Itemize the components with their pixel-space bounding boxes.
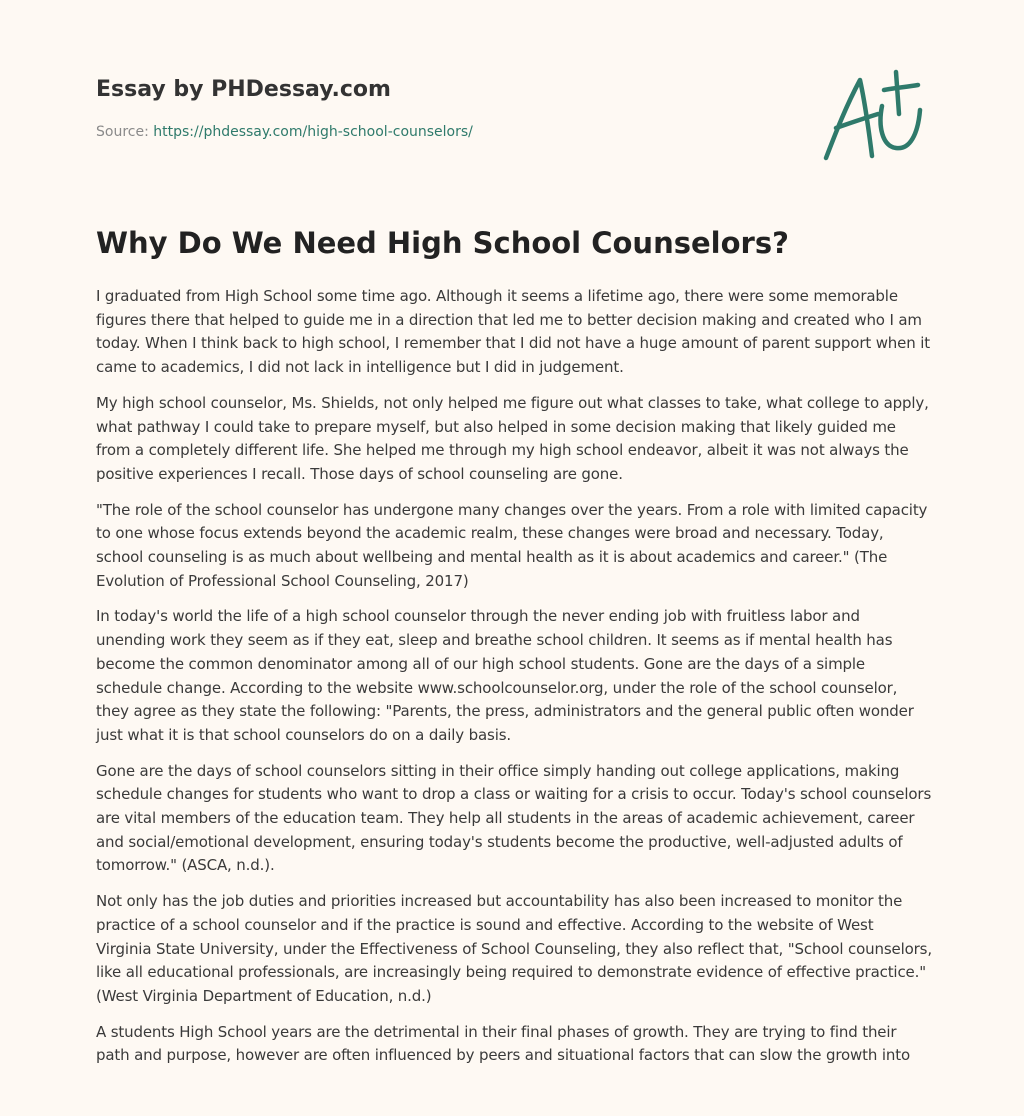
source-link[interactable]: https://phdessay.com/high-school-counselors/ — [153, 124, 473, 140]
brand-title: Essay by PHDessay.com — [96, 77, 391, 102]
paragraph: Gone are the days of school counselors sitting in their office simply handing out college applications, making schedule changes for students who want to drop a class or waiting for a crisis to occur. Today's school counselors are vital members of the education team. They help all students in the areas of academic achievement, career and social/emotional development, ensuring today's students become the productive, well-adjusted adults of tomorrow." (ASCA, n.d.). — [96, 761, 932, 875]
essay-page — [96, 0, 932, 1116]
paragraph: Not only has the job duties and priorities increased but accountability has also been increased to monitor the practice of a school counselor and if the practice is sound and effective. According to the website of West Virginia State University, under the Effectiveness of School Counseling, they also reflect that, "School counselors, like all educational professionals, are increasingly being required to demonstrate evidence of effective practice." (West Virginia Department of Education, n.d.) — [96, 892, 932, 1005]
a-plus-grade-icon — [822, 68, 926, 166]
essay-title: Why Do We Need High School Counselors? — [96, 226, 789, 260]
source-line — [96, 124, 473, 140]
paragraph: I graduated from High School some time ago. Although it seems a lifetime ago, there were some memorable figures there that helped to guide me in a direction that led me to better decision making and created who I am today. When I think back to high school, I remember that I did not have a huge amount of parent support when it came to academics, I did not lack in intelligence but I did in judgement. — [96, 287, 930, 377]
paragraph: In today's world the life of a high school counselor through the never ending job with fruitless labor and unending work they seem as if they eat, sleep and breathe school children. It seems as if mental health has become the common denominator among all of our high school students. Gone are the days of a simple schedule change. According to the website www.schoolcounselor.org, under the role of the school counselor, they agree as they state the following: "Parents, the press, administrators and the general public often wonder just what it is that school counselors do on a daily basis. — [96, 607, 914, 744]
essay-body — [96, 285, 932, 1080]
paragraph: "The role of the school counselor has undergone many changes over the years. From a role with limited capacity to one whose focus extends beyond the academic realm, these changes were broad and necessary. Today, school counseling is as much about wellbeing and mental health as it is about academics and career." (The Evolution of Professional School Counseling, 2017) — [96, 500, 928, 590]
paragraph: A students High School years are the detrimental in their final phases of growth. They are trying to find their path and purpose, however are often influenced by peers and situational factors that can slow the growth into — [96, 1022, 910, 1065]
source-label: Source: — [96, 124, 154, 140]
paragraph: My high school counselor, Ms. Shields, not only helped me figure out what classes to take, what college to apply, what pathway I could take to prepare myself, but also helped in some decision making that likely guided me from a completely different life. She helped me through my high school endeavor, albeit it was not always the positive experiences I recall. Those days of school counseling are gone. — [96, 393, 929, 483]
